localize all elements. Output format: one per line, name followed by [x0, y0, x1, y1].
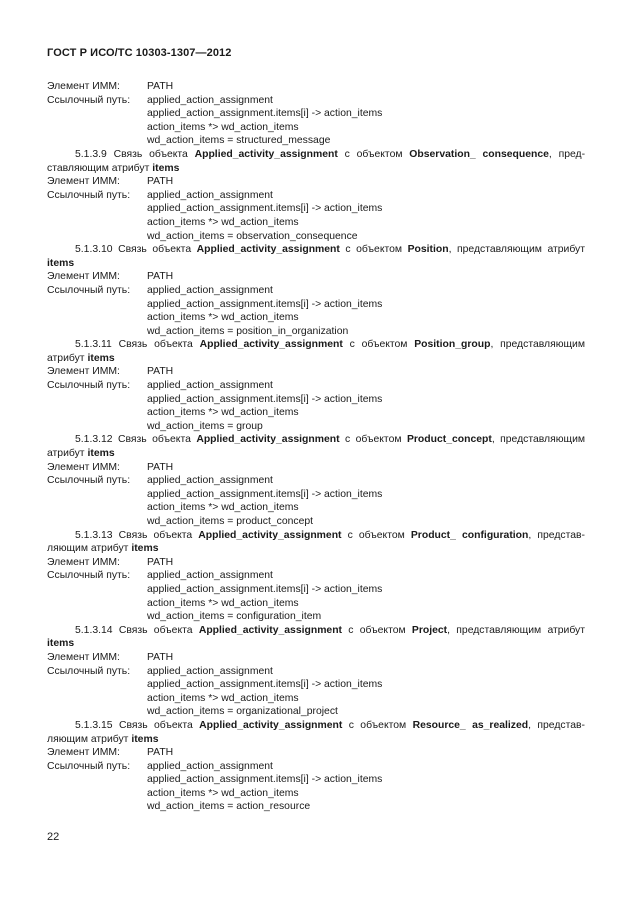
path-line: applied_action_assignment.items[i] -> action_items [147, 583, 383, 595]
entity-name: Applied_activity_assignment [199, 339, 343, 351]
path-line: applied_action_assignment.items[i] -> action_items [147, 298, 383, 310]
section-heading [47, 719, 585, 746]
element-row [47, 556, 585, 570]
path-line: applied_action_assignment [147, 760, 273, 772]
heading-text-mid: с объектом [344, 434, 402, 446]
target-entity: Position [407, 244, 449, 256]
entity-name: Applied_activity_assignment [199, 719, 343, 731]
attribute-name: items [47, 257, 75, 269]
entity-name: Applied_activity_assignment [198, 529, 342, 541]
section-number: 5.1.3.14 [75, 624, 113, 636]
path-line: applied_action_assignment.items[i] -> action_items [147, 393, 383, 405]
element-value: PATH [147, 271, 174, 283]
path-row [47, 800, 585, 814]
attribute-name: items [131, 733, 159, 745]
element-label: Элемент ИММ: [47, 556, 120, 568]
path-row [47, 678, 585, 692]
path-row [47, 760, 585, 774]
element-value: PATH [147, 366, 174, 378]
path-label: Ссылочный путь: [47, 380, 131, 392]
page-header: ГОСТ Р ИСО/ТС 10303-1307—2012 [47, 47, 232, 59]
element-value: PATH [147, 651, 174, 663]
entity-name: Applied_activity_assignment [196, 434, 340, 446]
path-line: action_items *> wd_action_items [147, 312, 299, 324]
path-row [47, 379, 585, 393]
path-line: applied_action_assignment [147, 380, 273, 392]
element-label: Элемент ИММ: [47, 271, 120, 283]
element-row [47, 80, 585, 94]
target-entity: Product_ configuration [410, 529, 529, 541]
section-block [47, 338, 585, 433]
path-row [47, 501, 585, 515]
section-block [47, 529, 585, 624]
heading-text-mid: с объектом [344, 148, 403, 160]
path-label: Ссылочный путь: [47, 94, 131, 106]
heading-text-pre: Связь объекта [113, 148, 188, 160]
heading-text-post: , представляющим атрибут [47, 339, 585, 364]
path-line: action_items *> wd_action_items [147, 692, 299, 704]
path-line: applied_action_assignment [147, 94, 273, 106]
path-row [47, 597, 585, 611]
path-row [47, 107, 585, 121]
target-entity: Observation_ consequence [409, 148, 549, 160]
path-line: applied_action_assignment [147, 475, 273, 487]
target-entity: Position_group [414, 339, 491, 351]
path-row [47, 665, 585, 679]
path-row [47, 284, 585, 298]
section-block [47, 624, 585, 719]
path-line: applied_action_assignment [147, 284, 273, 296]
target-entity: Resource_ as_realized [412, 719, 529, 731]
path-label: Ссылочный путь: [47, 189, 131, 201]
element-value: PATH [147, 461, 174, 473]
element-value: PATH [147, 81, 174, 92]
element-row [47, 461, 585, 475]
path-label: Ссылочный путь: [47, 760, 131, 772]
heading-text-pre: Связь объекта [118, 719, 193, 731]
section-block [47, 433, 585, 528]
element-value: PATH [147, 176, 174, 188]
path-line: applied_action_assignment.items[i] -> action_items [147, 108, 383, 120]
element-label: Элемент ИММ: [47, 176, 120, 188]
path-row [47, 569, 585, 583]
attribute-name: items [87, 352, 115, 364]
path-line: action_items *> wd_action_items [147, 502, 299, 514]
path-line: applied_action_assignment [147, 570, 273, 582]
section-block [47, 148, 585, 243]
path-row [47, 474, 585, 488]
path-line: wd_action_items = configuration_item [147, 611, 322, 623]
heading-text-pre: Связь объекта [118, 529, 193, 541]
path-row [47, 420, 585, 434]
heading-text-post: , представляющим атрибут [447, 624, 586, 636]
section-heading [47, 433, 585, 460]
attribute-name: items [131, 543, 159, 555]
path-label: Ссылочный путь: [47, 665, 131, 677]
path-line: wd_action_items = group [147, 420, 263, 432]
section-number: 5.1.3.11 [75, 339, 112, 351]
path-row [47, 393, 585, 407]
path-line: applied_action_assignment.items[i] -> action_items [147, 774, 383, 786]
path-row [47, 583, 585, 597]
path-line: wd_action_items = organizational_project [147, 706, 338, 718]
path-row [47, 488, 585, 502]
path-row [47, 311, 585, 325]
path-line: wd_action_items = observation_consequence [147, 230, 358, 242]
path-line: action_items *> wd_action_items [147, 787, 299, 799]
path-line: applied_action_assignment.items[i] -> action_items [147, 488, 383, 500]
path-row [47, 134, 585, 148]
section-block [47, 719, 585, 814]
heading-text-mid: с объектом [349, 339, 408, 351]
heading-text-mid: с объектом [345, 244, 403, 256]
heading-text-post: , представляющим атрибут [47, 719, 585, 745]
mapping-block-intro [47, 80, 585, 148]
element-label: Элемент ИММ: [47, 81, 120, 92]
path-row [47, 216, 585, 230]
section-number: 5.1.3.12 [75, 434, 113, 446]
path-line: applied_action_assignment [147, 189, 273, 201]
element-value: PATH [147, 747, 174, 759]
section-number: 5.1.3.10 [75, 244, 113, 256]
element-label: Элемент ИММ: [47, 461, 120, 473]
heading-text-pre: Связь объекта [118, 434, 191, 446]
attribute-name: items [47, 638, 75, 650]
path-line: wd_action_items = structured_message [147, 135, 331, 147]
path-label: Ссылочный путь: [47, 570, 131, 582]
page-number: 22 [47, 831, 60, 843]
path-row [47, 230, 585, 244]
section-heading [47, 624, 585, 651]
section-number: 5.1.3.15 [75, 719, 113, 731]
element-label: Элемент ИММ: [47, 651, 120, 663]
path-line: applied_action_assignment.items[i] -> action_items [147, 203, 383, 215]
path-line: wd_action_items = action_resource [147, 801, 311, 813]
heading-text-post: , представляющим атрибут [47, 434, 586, 460]
section-block [47, 243, 585, 338]
path-row [47, 202, 585, 216]
path-row [47, 705, 585, 719]
element-label: Элемент ИММ: [47, 747, 120, 759]
document-body [47, 80, 585, 814]
path-row [47, 610, 585, 624]
section-number: 5.1.3.13 [75, 529, 113, 541]
heading-text-post: , представляющим атрибут [47, 148, 586, 174]
heading-text-post: , представляющим атрибут [448, 244, 586, 256]
path-row [47, 121, 585, 135]
path-row [47, 298, 585, 312]
heading-text-mid: с объектом [348, 624, 406, 636]
path-line: wd_action_items = position_in_organization [147, 325, 349, 337]
heading-text-pre: Связь объекта [118, 339, 193, 351]
heading-text-post: , представляющим атрибут [47, 529, 585, 555]
element-label: Элемент ИММ: [47, 366, 120, 378]
section-heading [47, 243, 585, 270]
heading-text-pre: Связь объекта [118, 244, 192, 256]
path-line: wd_action_items = product_concept [147, 516, 314, 527]
element-row [47, 175, 585, 189]
entity-name: Applied_activity_assignment [194, 148, 338, 160]
element-row [47, 651, 585, 665]
path-label: Ссылочный путь: [47, 284, 131, 296]
heading-text-pre: Связь объекта [118, 624, 193, 636]
attribute-name: items [152, 162, 180, 174]
path-row [47, 773, 585, 787]
element-value: PATH [147, 556, 174, 568]
path-row [47, 787, 585, 801]
element-row [47, 746, 585, 760]
path-line: action_items *> wd_action_items [147, 597, 299, 609]
path-line: applied_action_assignment [147, 665, 273, 677]
section-number: 5.1.3.9 [75, 148, 107, 160]
section-heading [47, 529, 585, 556]
path-row [47, 94, 585, 108]
attribute-name: items [87, 448, 115, 460]
path-row [47, 406, 585, 420]
path-label: Ссылочный путь: [47, 475, 131, 487]
heading-text-mid: с объектом [348, 719, 407, 731]
path-row [47, 692, 585, 706]
target-entity: Project [411, 624, 448, 636]
heading-text-mid: с объектом [347, 529, 405, 541]
path-line: action_items *> wd_action_items [147, 407, 299, 419]
target-entity: Product_concept [406, 434, 492, 446]
path-row [47, 189, 585, 203]
element-row [47, 365, 585, 379]
entity-name: Applied_activity_assignment [198, 624, 343, 636]
path-line: action_items *> wd_action_items [147, 216, 299, 228]
path-line: applied_action_assignment.items[i] -> action_items [147, 679, 383, 691]
element-row [47, 270, 585, 284]
section-heading [47, 148, 585, 175]
section-heading [47, 338, 585, 365]
path-line: action_items *> wd_action_items [147, 121, 299, 133]
path-row [47, 325, 585, 339]
sections-list [47, 148, 585, 814]
path-row [47, 515, 585, 529]
entity-name: Applied_activity_assignment [196, 244, 340, 256]
